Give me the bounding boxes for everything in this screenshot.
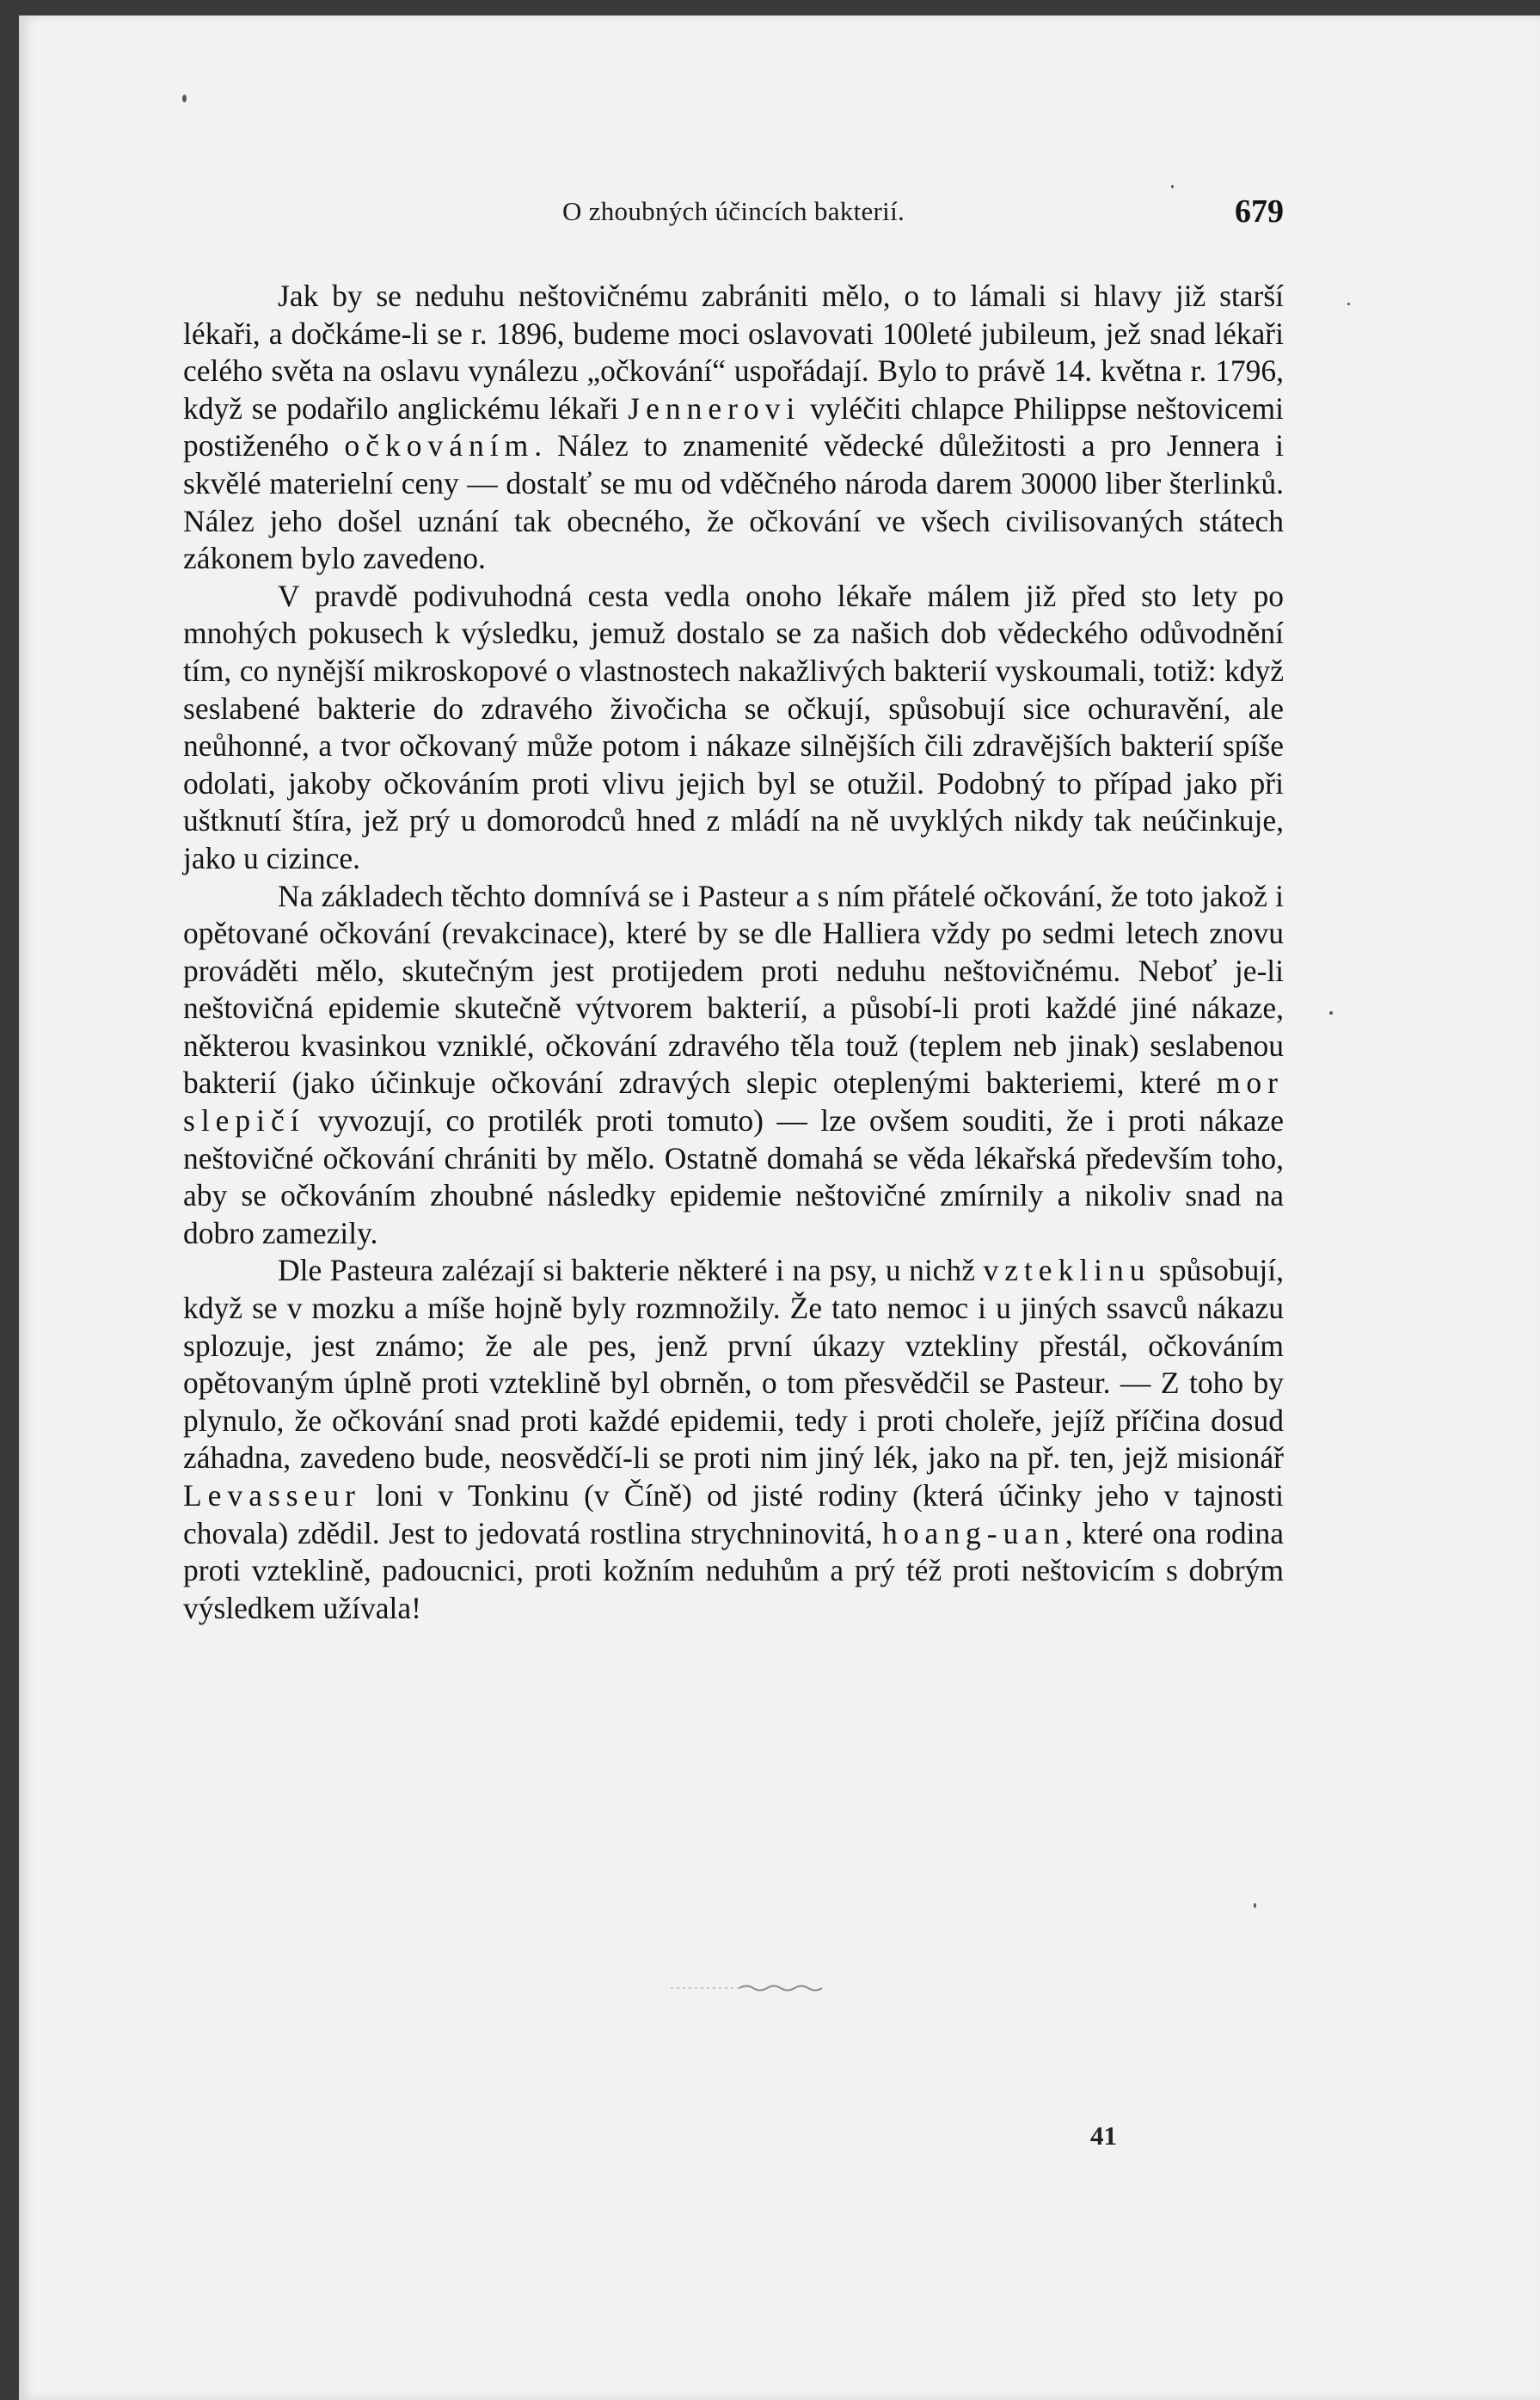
spaced-emphasis-text: Jennerovi	[628, 390, 801, 426]
spaced-emphasis-text: Levasseur	[183, 1478, 361, 1513]
ink-speck	[182, 95, 187, 102]
paragraph	[183, 1252, 1284, 1627]
paragraph-text: vyléčiti chlapce Philippse neštovicemi postiženého	[183, 390, 1284, 463]
paragraph	[183, 578, 1284, 878]
spaced-emphasis-text: hoang-uan	[881, 1515, 1065, 1550]
paragraph-text: Dle Pasteura zalézají si bakterie některé i na psy, u nichž	[278, 1253, 984, 1288]
body-text	[183, 278, 1284, 1627]
ink-speck	[1329, 1011, 1333, 1015]
paragraph-text: loni v Tonkinu (v Číně) od jisté rodiny (která účinky jeho v tajnosti chovala) zdědil. Jest to jedovatá rostlina strychninovitá,	[183, 1478, 1284, 1550]
paragraph-text: vyvozují, co protilék proti tomuto) — lze ovšem souditi, že i proti nákaze neštovičné očkování chrániti by mělo. Ostatně domahá se věda lékařská především toho, aby se očkováním zhoubné následky epidemie neštovičné zmírnily a nikoliv snad na dobro zamezily.	[183, 1103, 1284, 1250]
spaced-emphasis-text: mor slepičí	[183, 1065, 1284, 1139]
paragraph-text: Jak by se neduhu neštovičnému zabrániti mělo, o to lámali si hlavy již starší lékaři, a dočkáme-li se r. 1896, budeme moci oslavovati 100leté jubileum, jež snad lékaři celého světa na oslavu vynálezu „očkování“ uspořádají. Bylo to právě 14. května r. 1796, když se podařilo anglickému lékaři	[183, 279, 1284, 426]
running-title: O zhoubných účincích bakterií.	[561, 196, 905, 226]
spaced-emphasis-text: očkováním	[344, 428, 535, 463]
paragraph-text: , které ona rodina proti vzteklině, padoucnici, proti kožním neduhům a prý též proti neštovicím s dobrým výsledkem užívala!	[183, 1515, 1284, 1625]
paragraph-text: . Nález to znamenité vědecké důležitosti a pro Jennera i skvělé materielní ceny — dostalť se mu od vděčného národa darem 30000 liber šterlinků. Nález jeho došel uznání tak obecného, že očkování ve všech civilisovaných státech zákonem bylo zavedeno.	[183, 428, 1284, 576]
ink-speck	[1347, 303, 1350, 305]
paragraph	[183, 878, 1284, 1253]
divider-ornament	[671, 1982, 860, 1994]
paragraph-text: V pravdě podivuhodná cesta vedla onoho lékaře málem již před sto lety po mnohých pokusech k výsledku, jemuž dostalo se za našich dob vědeckého odůvodnění tím, co nynější mikroskopové o vlastnostech nakažlivých bakterií vyskoumali, totiž: když seslabené bakterie do zdravého živočicha se očkují, spůsobují sice ochuravění, ale neůhonné, a tvor očkovaný může potom i nákaze silnějších čili zdravějších bakterií spíše odolati, jakoby očkováním proti vlivu jejich byl se otužil. Podobný to případ jako při uštknutí štíra, jež prý u domorodců hned z mládí na ně uvyklých nikdy tak neúčinkuje, jako u cizince.	[183, 578, 1284, 875]
ink-speck	[1171, 185, 1174, 188]
paragraph-text: Na základech těchto domnívá se i Pasteur a s ním přátelé očkování, že toto jakož i opětované očkování (revakcinace), které by se dle Halliera vždy po sedmi letech znovu prováděti mělo, skutečným jest protijedem proti neduhu neštovičnému. Neboť je-li neštovičná epidemie skutečně výtvorem bakterií, a působí-li proti každé jiné nákaze, některou kvasinkou vzniklé, očkování zdravého těla touž (teplem neb jinak) seslabenou bakterií (jako účinkuje očkování zdravých slepic oteplenými bakteriemi, které	[183, 878, 1284, 1101]
paragraph	[183, 278, 1284, 578]
page-number: 679	[1235, 193, 1284, 230]
paragraph-text: spůsobují, když se v mozku a míše hojně byly rozmnožily. Že tato nemoc i u jiných ssavců nákazu splozuje, jest známo; že ale pes, jenž první úkazy vztekliny přestál, očkováním opětovaným úplně proti vzteklině byl obrněn, o tom přesvědčil se Pasteur. — Z toho by plynulo, že očkování snad proti každé epidemii, tedy i proti choleře, jejíž příčina dosud záhadna, zavedeno bude, neosvědčí-li se proti nim jiný lék, jako na př. ten, jejž misionář	[183, 1253, 1285, 1476]
page-header	[183, 193, 1284, 239]
printer-signature-mark: 41	[1090, 2121, 1117, 2151]
ink-speck	[1254, 1903, 1256, 1908]
spaced-emphasis-text: vzteklinu	[983, 1253, 1151, 1288]
